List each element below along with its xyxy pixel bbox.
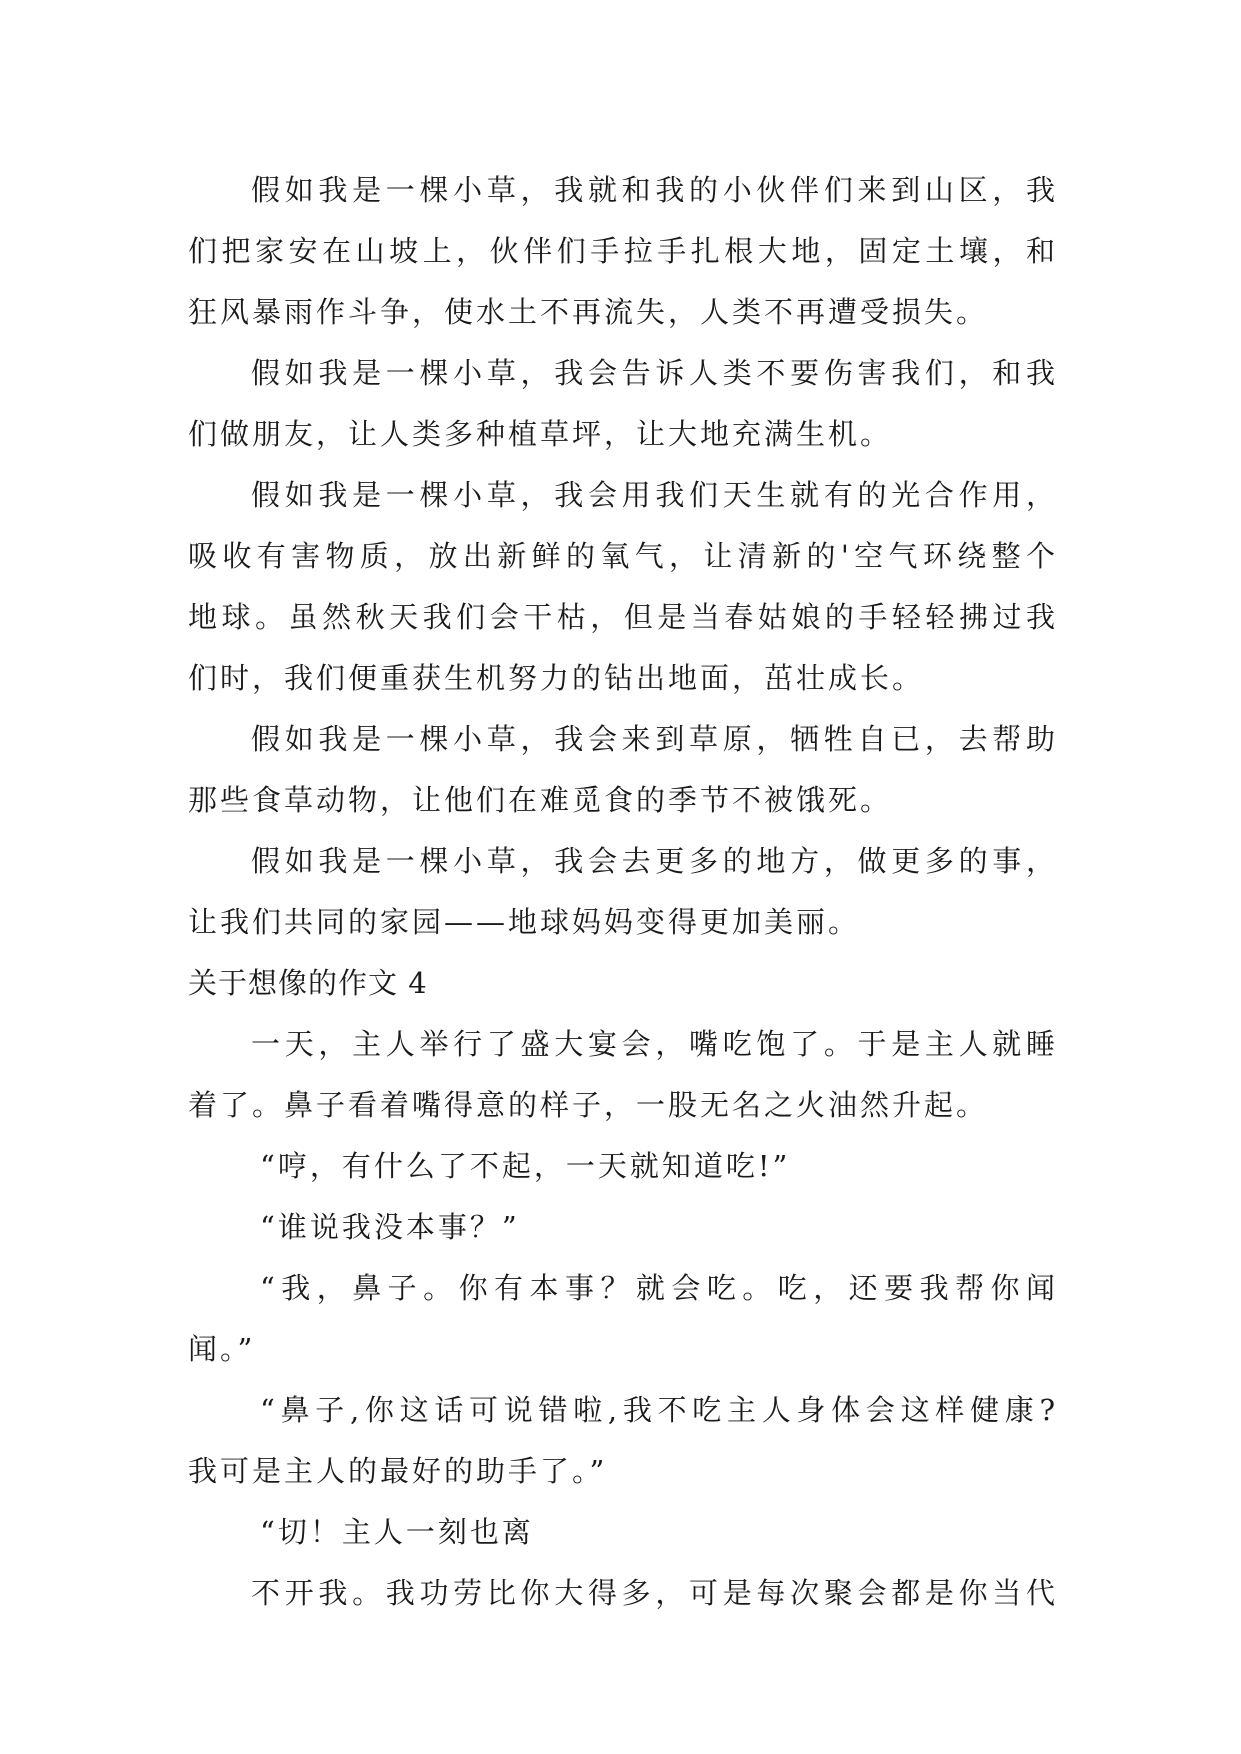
paragraph-line: 假如我是一棵小草，我会告诉人类不要伤害我们，和我 bbox=[251, 356, 1058, 390]
dialogue-line: “鼻子,你这话可说错啦,我不吃主人身体会这样健康? bbox=[260, 1393, 1058, 1427]
paragraph-line: 们把家安在山坡上，伙伴们手拉手扎根大地，固定土壤，和 bbox=[188, 234, 1058, 268]
document-body bbox=[188, 160, 1058, 1624]
dialogue-line: “我，鼻子。你有本事？就会吃。吃，还要我帮你闻 bbox=[260, 1271, 1058, 1305]
paragraph-line: 假如我是一棵小草，我会去更多的地方，做更多的事， bbox=[251, 844, 1058, 878]
paragraph-line: 一天，主人举行了盛大宴会，嘴吃饱了。于是主人就睡 bbox=[251, 1027, 1058, 1061]
paragraph-line: 我可是主人的最好的助手了。” bbox=[188, 1454, 608, 1488]
paragraph-line: 着了。鼻子看着嘴得意的样子，一股无名之火油然升起。 bbox=[188, 1088, 989, 1122]
dialogue-line: “哼，有什么了不起，一天就知道吃!” bbox=[260, 1149, 791, 1183]
paragraph-line: 们做朋友，让人类多种植草坪，让大地充满生机。 bbox=[188, 417, 893, 451]
paragraph-line: 闻。” bbox=[188, 1332, 256, 1366]
paragraph-line: 吸收有害物质，放出新鲜的氧气，让清新的'空气环绕整个 bbox=[188, 539, 1058, 573]
paragraph-line: 地球。虽然秋天我们会干枯，但是当春姑娘的手轻轻拂过我 bbox=[188, 600, 1058, 634]
paragraph-line: 们时，我们便重获生机努力的钻出地面，茁壮成长。 bbox=[188, 661, 925, 695]
dialogue-line: “切！主人一刻也离 bbox=[260, 1515, 534, 1549]
paragraph-line: 狂风暴雨作斗争，使水土不再流失，人类不再遭受损失。 bbox=[188, 295, 989, 329]
dialogue-line: “谁说我没本事？” bbox=[260, 1210, 520, 1244]
paragraph-line: 假如我是一棵小草，我会来到草原，牺牲自已，去帮助 bbox=[251, 722, 1058, 756]
paragraph-line: 那些食草动物，让他们在难觅食的季节不被饿死。 bbox=[188, 783, 893, 817]
paragraph-line: 让我们共同的家园——地球妈妈变得更加美丽。 bbox=[188, 905, 861, 939]
section-heading: 关于想像的作文 4 bbox=[188, 966, 428, 1000]
paragraph-line: 假如我是一棵小草，我会用我们天生就有的光合作用， bbox=[251, 478, 1058, 512]
paragraph-line: 假如我是一棵小草，我就和我的小伙伴们来到山区，我 bbox=[251, 173, 1058, 207]
paragraph-line: 不开我。我功劳比你大得多，可是每次聚会都是你当代 bbox=[251, 1576, 1058, 1610]
